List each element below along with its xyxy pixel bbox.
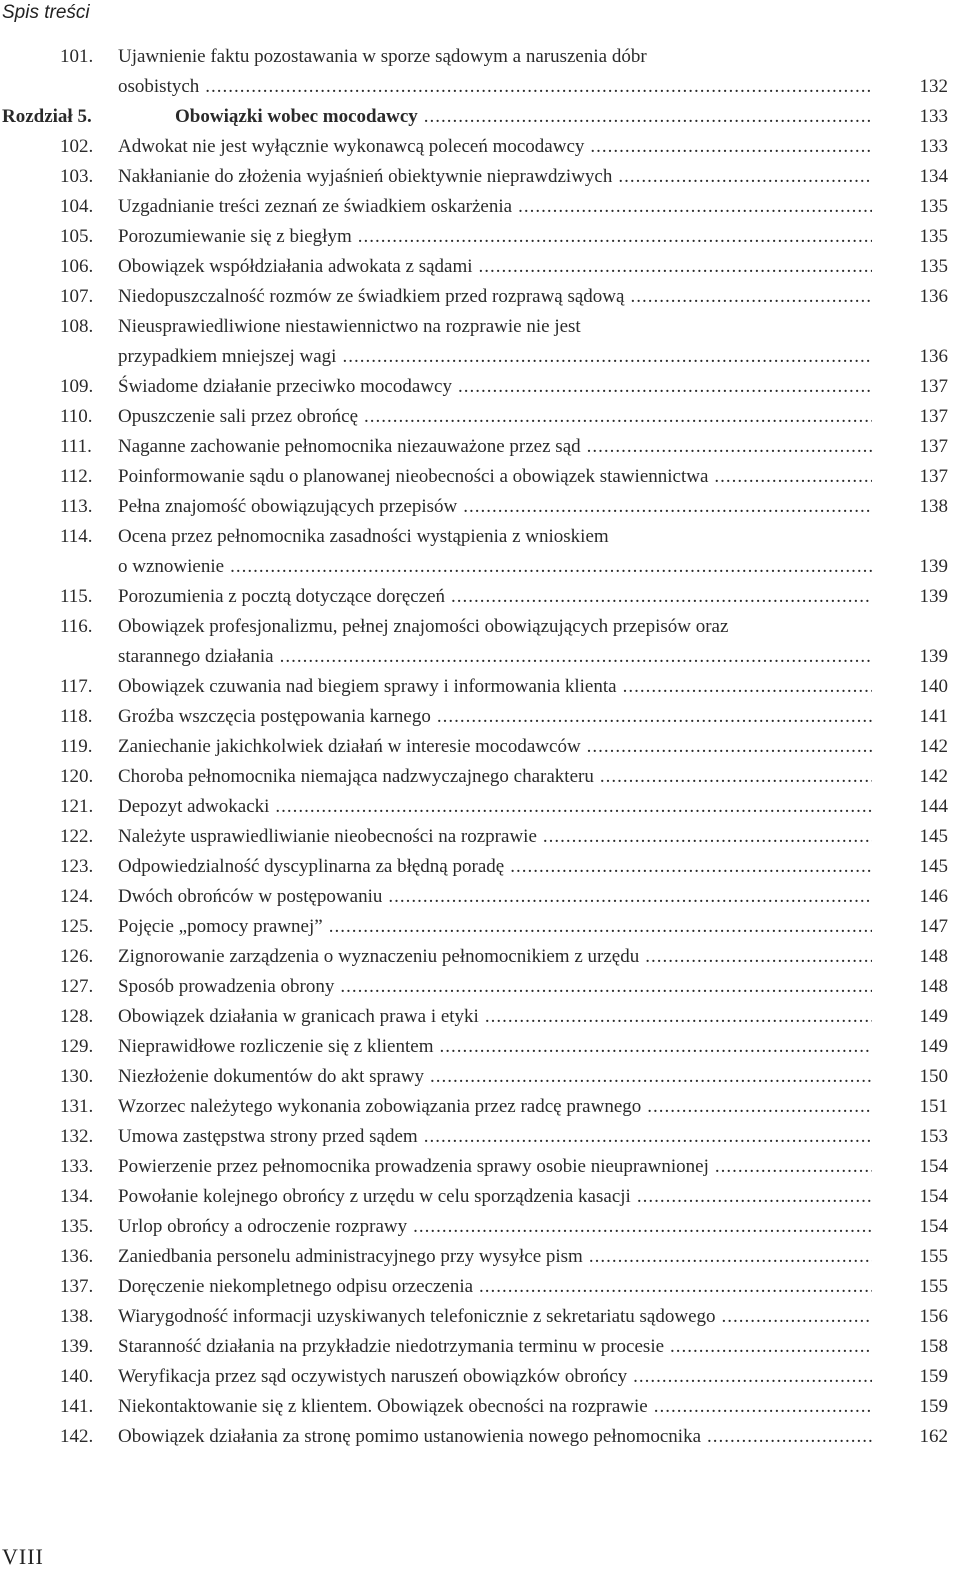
toc-entry (0, 1272, 960, 1302)
toc-entry (0, 1122, 960, 1152)
page-number: 133 (919, 106, 948, 127)
entry-title-line: Staranność działania na przykładzie niedotrzymania terminu w procesie (118, 1336, 665, 1357)
entry-number: 123. (60, 856, 94, 877)
dot-leader (518, 192, 872, 222)
dot-leader (645, 942, 872, 972)
dot-leader (463, 492, 872, 522)
toc-entry (0, 882, 960, 912)
entry-number: 130. (60, 1066, 94, 1087)
entry-title (118, 402, 872, 432)
entry-title (118, 1002, 872, 1032)
entry-title (118, 462, 872, 492)
toc-entry (0, 1092, 960, 1122)
entry-title (118, 222, 872, 252)
entry-title (118, 852, 872, 882)
entry-number: 135. (60, 1216, 94, 1237)
entry-number: 118. (60, 706, 93, 727)
entry-title-line: Pełna znajomość obowiązujących przepisów (118, 496, 458, 517)
page-number: 159 (919, 1366, 948, 1387)
dot-leader (430, 1062, 872, 1092)
page-number: 150 (919, 1066, 948, 1087)
dot-leader (388, 882, 872, 912)
toc-entry (0, 312, 960, 372)
dot-leader (589, 1242, 872, 1272)
toc-entry (0, 1302, 960, 1332)
entry-title (118, 1062, 872, 1092)
toc-entry (0, 162, 960, 192)
entry-title-line: Obowiązek profesjonalizmu, pełnej znajomości obowiązujących przepisów oraz (118, 616, 729, 637)
entry-number: 137. (60, 1276, 94, 1297)
entry-title-line: Porozumiewanie się z biegłym (118, 226, 352, 247)
entry-title-line: Sposób prowadzenia obrony (118, 976, 335, 997)
entry-title (118, 1272, 872, 1302)
entry-title-line: Poinformowanie sądu o planowanej nieobecności a obowiązek stawiennictwa (118, 466, 709, 487)
entry-title (175, 102, 872, 132)
toc-entry (0, 972, 960, 1002)
entry-number: 127. (60, 976, 94, 997)
page-number: 137 (919, 436, 948, 457)
entry-title-line: Niezłożenie dokumentów do akt sprawy (118, 1066, 425, 1087)
toc-entry (0, 492, 960, 522)
entry-title-line: Umowa zastępstwa strony przed sądem (118, 1126, 418, 1147)
entry-title (118, 702, 872, 732)
toc-entry (0, 1362, 960, 1392)
dot-leader (485, 1002, 872, 1032)
entry-number: 103. (60, 166, 94, 187)
page-number: 138 (919, 496, 948, 517)
entry-number: 129. (60, 1036, 94, 1057)
entry-number: 111. (60, 436, 92, 457)
page-number: 136 (919, 286, 948, 307)
entry-title (118, 582, 872, 612)
dot-leader (413, 1212, 872, 1242)
entry-title (118, 1152, 872, 1182)
dot-leader (618, 162, 872, 192)
dot-leader (715, 1152, 872, 1182)
entry-title (118, 192, 872, 222)
dot-leader (623, 672, 872, 702)
entry-number: 115. (60, 586, 93, 607)
dot-leader (275, 792, 872, 822)
dot-leader (590, 132, 872, 162)
entry-title-line: Powołanie kolejnego obrońcy z urzędu w celu sporządzenia kasacji (118, 1186, 631, 1207)
entry-title-line: osobistych (118, 76, 200, 97)
entry-title (118, 42, 872, 102)
page-number: 151 (919, 1096, 948, 1117)
entry-title (118, 1422, 872, 1452)
page-number: 137 (919, 466, 948, 487)
entry-number: 102. (60, 136, 94, 157)
entry-title (118, 672, 872, 702)
toc-entry (0, 612, 960, 672)
entry-number: 125. (60, 916, 94, 937)
toc-entry (0, 672, 960, 702)
page-number: 148 (919, 946, 948, 967)
entry-title (118, 1392, 872, 1422)
toc-entry (0, 792, 960, 822)
table-of-contents (0, 42, 960, 1452)
entry-title-line: Zaniedbania personelu administracyjnego przy wysyłce pism (118, 1246, 583, 1267)
dot-leader (647, 1092, 872, 1122)
toc-entry (0, 222, 960, 252)
entry-title (118, 162, 872, 192)
page-number: 141 (919, 706, 948, 727)
toc-entry (0, 912, 960, 942)
entry-title (118, 312, 872, 372)
entry-title-line: Choroba pełnomocnika niemająca nadzwyczajnego charakteru (118, 766, 594, 787)
entry-number: 112. (60, 466, 93, 487)
entry-title-line: Powierzenie przez pełnomocnika prowadzenia sprawy osobie nieuprawnionej (118, 1156, 709, 1177)
entry-number: 140. (60, 1366, 94, 1387)
dot-leader (633, 1362, 872, 1392)
entry-title-line: Nieprawidłowe rozliczenie się z klientem (118, 1036, 434, 1057)
dot-leader (707, 1422, 872, 1452)
page-number: 153 (919, 1126, 948, 1147)
toc-entry (0, 1332, 960, 1362)
entry-title (118, 1332, 872, 1362)
entry-title-line: Odpowiedzialność dyscyplinarna za błędną poradę (118, 856, 505, 877)
entry-title-line: Wzorzec należytego wykonania zobowiązania przez radcę prawnego (118, 1096, 642, 1117)
entry-number: 124. (60, 886, 94, 907)
dot-leader (637, 1182, 872, 1212)
toc-entry (0, 732, 960, 762)
entry-number: 120. (60, 766, 94, 787)
page-folio: VIII (2, 1544, 44, 1569)
entry-number: 101. (60, 46, 94, 67)
toc-entry (0, 132, 960, 162)
entry-title (118, 1092, 872, 1122)
dot-leader (340, 972, 872, 1002)
entry-title (118, 732, 872, 762)
toc-entry (0, 1002, 960, 1032)
entry-title-line: Porozumienia z pocztą dotyczące doręczeń (118, 586, 446, 607)
entry-number: 106. (60, 256, 94, 277)
page-number: 145 (919, 826, 948, 847)
entry-title-line: Nakłanianie do złożenia wyjaśnień obiektywnie nieprawdziwych (118, 166, 613, 187)
chapter-entry (0, 102, 960, 132)
page-number: 149 (919, 1006, 948, 1027)
page-number: 149 (919, 1036, 948, 1057)
dot-leader (587, 732, 872, 762)
page-number: 154 (919, 1156, 948, 1177)
entry-number: 119. (60, 736, 93, 757)
entry-number: 132. (60, 1126, 94, 1147)
entry-title (118, 1182, 872, 1212)
toc-entry (0, 702, 960, 732)
entry-title-line: Obowiązek współdziałania adwokata z sądami (118, 256, 473, 277)
entry-title (118, 282, 872, 312)
dot-leader (479, 252, 872, 282)
toc-entry (0, 1392, 960, 1422)
dot-leader (587, 432, 872, 462)
entry-title (118, 372, 872, 402)
page-number: 156 (919, 1306, 948, 1327)
dot-leader (543, 822, 872, 852)
entry-title-line: Obowiązek działania w granicach prawa i etyki (118, 1006, 479, 1027)
entry-title-line: Urlop obrońcy a odroczenie rozprawy (118, 1216, 408, 1237)
entry-title-line: Zaniechanie jakichkolwiek działań w interesie mocodawców (118, 736, 581, 757)
entry-title (118, 1362, 872, 1392)
dot-leader (280, 642, 872, 672)
running-header: Spis treści (2, 2, 90, 23)
entry-title (118, 432, 872, 462)
page-number: 144 (919, 796, 948, 817)
entry-title-line: Depozyt adwokacki (118, 796, 270, 817)
page-number: 158 (919, 1336, 948, 1357)
dot-leader (722, 1302, 872, 1332)
entry-number: 110. (60, 406, 93, 427)
page-number: 139 (919, 646, 948, 667)
dot-leader (654, 1392, 872, 1422)
toc-entry (0, 1032, 960, 1062)
entry-title (118, 612, 872, 672)
entry-number: 139. (60, 1336, 94, 1357)
entry-title (118, 1122, 872, 1152)
page-number: 135 (919, 196, 948, 217)
toc-entry (0, 942, 960, 972)
toc-entry (0, 252, 960, 282)
page-number: 132 (919, 76, 948, 97)
toc-entry (0, 1152, 960, 1182)
page-number: 154 (919, 1186, 948, 1207)
entry-title (118, 972, 872, 1002)
toc-entry (0, 522, 960, 582)
toc-entry (0, 402, 960, 432)
toc-entry (0, 1422, 960, 1452)
entry-title-line: Należyte usprawiedliwianie nieobecności na rozprawie (118, 826, 537, 847)
dot-leader (424, 102, 872, 132)
entry-number: 126. (60, 946, 94, 967)
entry-number: 105. (60, 226, 94, 247)
page-number: 140 (919, 676, 948, 697)
entry-number: 122. (60, 826, 94, 847)
entry-title-line: Obowiązek działania za stronę pomimo ustanowienia nowego pełnomocnika (118, 1426, 702, 1447)
toc-entry (0, 1242, 960, 1272)
entry-title (118, 492, 872, 522)
entry-number: 107. (60, 286, 94, 307)
entry-title-line: przypadkiem mniejszej wagi (118, 346, 337, 367)
toc-entry (0, 1182, 960, 1212)
dot-leader (364, 402, 872, 432)
toc-entry (0, 462, 960, 492)
page-number: 137 (919, 376, 948, 397)
entry-title-line: Weryfikacja przez sąd oczywistych naruszeń obowiązków obrońcy (118, 1366, 628, 1387)
dot-leader (600, 762, 872, 792)
page-number: 162 (919, 1426, 948, 1447)
page-number: 147 (919, 916, 948, 937)
entry-number: 104. (60, 196, 94, 217)
entry-title-line: Groźba wszczęcia postępowania karnego (118, 706, 431, 727)
entry-number: 116. (60, 616, 93, 637)
entry-title (118, 1032, 872, 1062)
page-number: 142 (919, 736, 948, 757)
dot-leader (458, 372, 872, 402)
entry-title (118, 252, 872, 282)
entry-number: 134. (60, 1186, 94, 1207)
entry-title-line: Dwóch obrońców w postępowaniu (118, 886, 383, 907)
page-number: 139 (919, 586, 948, 607)
page-number: 155 (919, 1276, 948, 1297)
entry-title-line: Uzgadnianie treści zeznań ze świadkiem oskarżenia (118, 196, 513, 217)
dot-leader (714, 462, 872, 492)
dot-leader (424, 1122, 872, 1152)
entry-title-line: Naganne zachowanie pełnomocnika niezauważone przez sąd (118, 436, 581, 457)
entry-title-line: Niedopuszczalność rozmów ze świadkiem przed rozprawą sądową (118, 286, 625, 307)
entry-title (118, 792, 872, 822)
page-number: 134 (919, 166, 948, 187)
entry-number: 142. (60, 1426, 94, 1447)
dot-leader (451, 582, 872, 612)
entry-title-line: Obowiązki wobec mocodawcy (175, 106, 418, 127)
entry-title-line: Wiarygodność informacji uzyskiwanych telefonicznie z sekretariatu sądowego (118, 1306, 716, 1327)
dot-leader (329, 912, 872, 942)
entry-number: 113. (60, 496, 93, 517)
toc-entry (0, 762, 960, 792)
dot-leader (630, 282, 872, 312)
toc-entry (0, 42, 960, 102)
entry-title-line: Ocena przez pełnomocnika zasadności wystąpienia z wnioskiem (118, 526, 609, 547)
page-number: 139 (919, 556, 948, 577)
entry-number: 141. (60, 1396, 94, 1417)
entry-title (118, 1302, 872, 1332)
page-number: 137 (919, 406, 948, 427)
entry-number: 138. (60, 1306, 94, 1327)
toc-entry (0, 432, 960, 462)
dot-leader (479, 1272, 872, 1302)
dot-leader (342, 342, 872, 372)
dot-leader (670, 1332, 872, 1362)
page-number: 135 (919, 256, 948, 277)
entry-title-line: Nieusprawiedliwione niestawiennictwo na rozprawie nie jest (118, 316, 581, 337)
entry-title (118, 132, 872, 162)
entry-title (118, 942, 872, 972)
entry-title (118, 912, 872, 942)
dot-leader (439, 1032, 872, 1062)
entry-title (118, 1212, 872, 1242)
entry-title (118, 762, 872, 792)
page-number: 159 (919, 1396, 948, 1417)
dot-leader (437, 702, 872, 732)
toc-entry (0, 582, 960, 612)
page-number: 133 (919, 136, 948, 157)
entry-title-line: Zignorowanie zarządzenia o wyznaczeniu pełnomocnikiem z urzędu (118, 946, 640, 967)
toc-entry (0, 192, 960, 222)
entry-number: 108. (60, 316, 94, 337)
page-number: 155 (919, 1246, 948, 1267)
entry-number: 117. (60, 676, 93, 697)
page-number: 146 (919, 886, 948, 907)
page-number: 148 (919, 976, 948, 997)
toc-entry (0, 372, 960, 402)
toc-entry (0, 1062, 960, 1092)
page-number: 154 (919, 1216, 948, 1237)
entry-title-line: Adwokat nie jest wyłącznie wykonawcą poleceń mocodawcy (118, 136, 585, 157)
dot-leader (205, 72, 872, 102)
toc-entry (0, 282, 960, 312)
dot-leader (510, 852, 872, 882)
page-number: 135 (919, 226, 948, 247)
entry-title-line: Pojęcie „pomocy prawnej” (118, 916, 323, 937)
chapter-label: Rozdział 5. (2, 106, 92, 127)
entry-number: 136. (60, 1246, 94, 1267)
page-number: 142 (919, 766, 948, 787)
toc-entry (0, 822, 960, 852)
entry-title-line: starannego działania (118, 646, 274, 667)
entry-title-line: Świadome działanie przeciwko mocodawcy (118, 376, 452, 397)
entry-number: 109. (60, 376, 94, 397)
toc-entry (0, 1212, 960, 1242)
dot-leader (230, 552, 872, 582)
entry-title-line: Opuszczenie sali przez obrońcę (118, 406, 359, 427)
entry-title-line: Ujawnienie faktu pozostawania w sporze sądowym a naruszenia dóbr (118, 46, 647, 67)
entry-number: 131. (60, 1096, 94, 1117)
entry-number: 114. (60, 526, 93, 547)
entry-title-line: Doręczenie niekompletnego odpisu orzeczenia (118, 1276, 474, 1297)
toc-entry (0, 852, 960, 882)
entry-title (118, 1242, 872, 1272)
entry-title (118, 822, 872, 852)
entry-title (118, 882, 872, 912)
entry-title-line: Obowiązek czuwania nad biegiem sprawy i informowania klienta (118, 676, 617, 697)
page-number: 145 (919, 856, 948, 877)
page-number: 136 (919, 346, 948, 367)
entry-title (118, 522, 872, 582)
dot-leader (358, 222, 872, 252)
entry-number: 128. (60, 1006, 94, 1027)
entry-title-line: o wznowienie (118, 556, 225, 577)
entry-title-line: Niekontaktowanie się z klientem. Obowiązek obecności na rozprawie (118, 1396, 648, 1417)
entry-number: 133. (60, 1156, 94, 1177)
entry-number: 121. (60, 796, 94, 817)
